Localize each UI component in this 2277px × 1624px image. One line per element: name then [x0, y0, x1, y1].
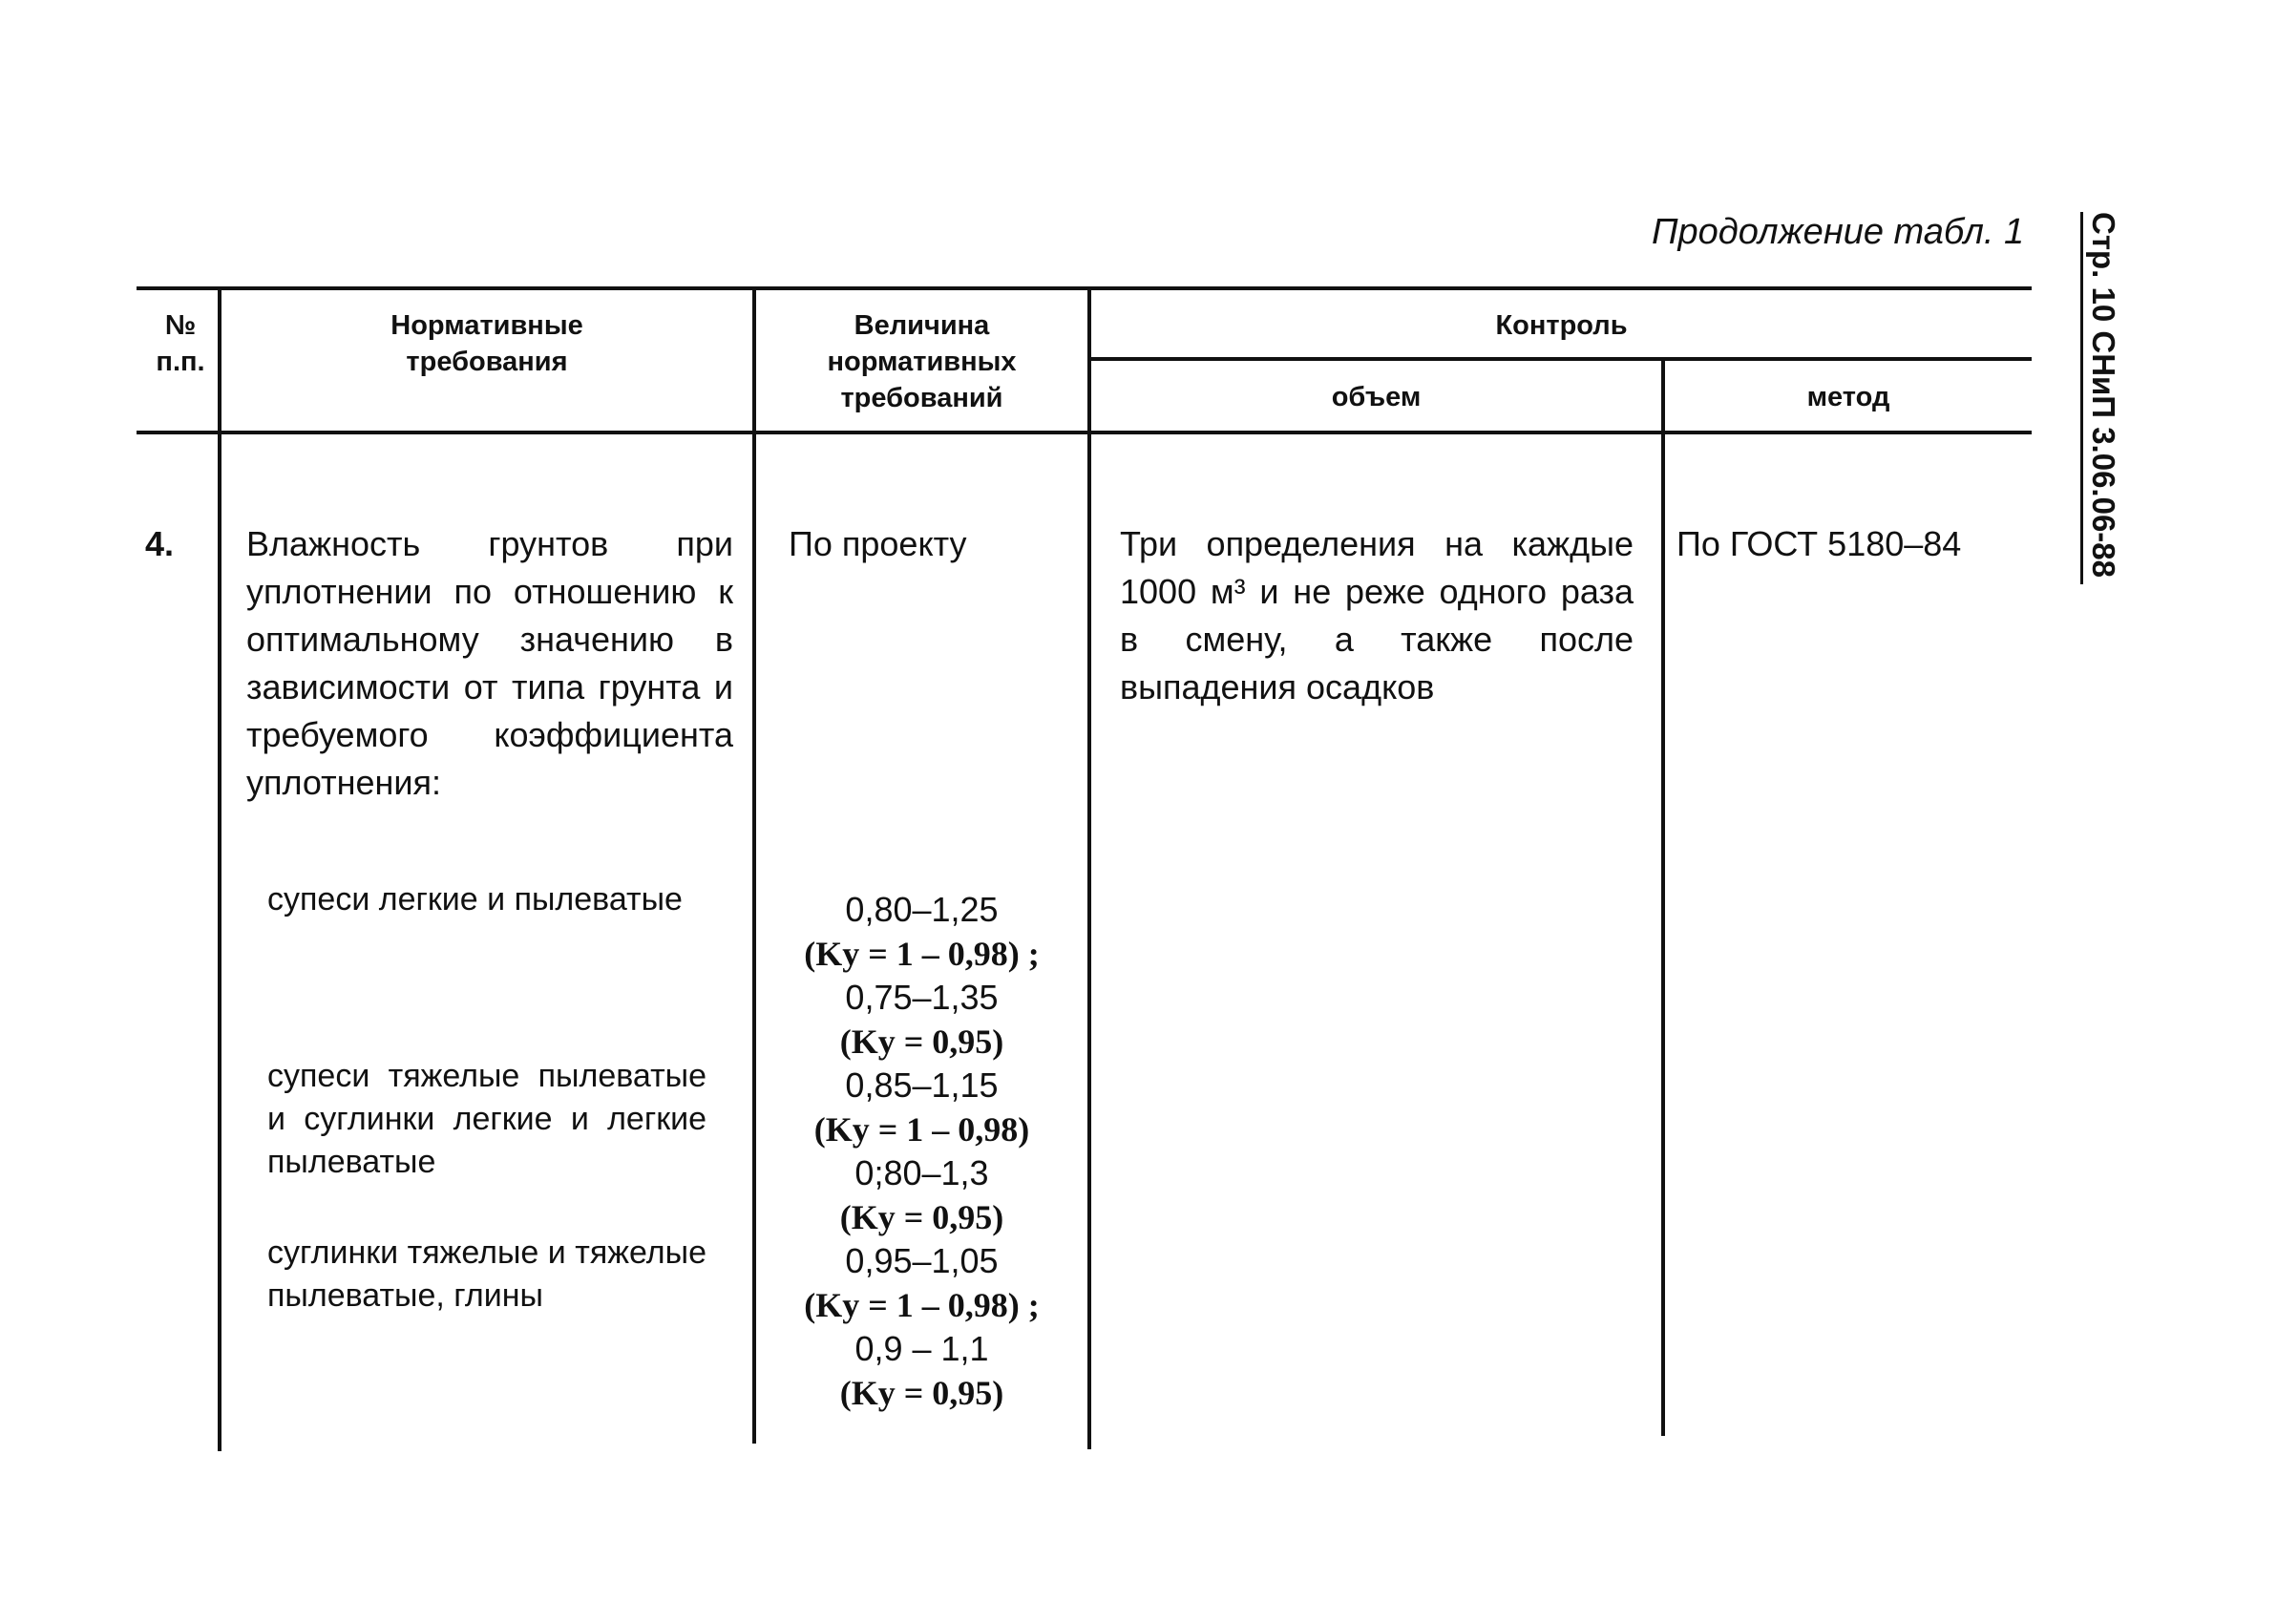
header-volume: объем [1331, 382, 1422, 412]
table-caption: Продолжение табл. 1 [1652, 212, 2025, 252]
column-divider-4 [1661, 359, 1665, 1436]
subitem-values-2 [756, 1064, 1087, 1239]
row-method: По ГОСТ 5180–84 [1676, 524, 1962, 563]
subitem-label-2: супеси тяжелые пылеватые и суглинки легкие и легкие пылеватые [267, 1058, 706, 1180]
page-side-title: Стр. 10 СНиП 3.06.06-88 [2080, 212, 2121, 584]
row-requirement: Влажность грунтов при уплотнении по отношению к оптимальному значению в зависимости от типа грунта и требуемого коэффициента уплотнения: [246, 524, 733, 802]
coefficient-formula: (Kу = 1 – 0,98) [813, 1110, 1030, 1149]
coefficient-formula: (Kу = 0,95) [839, 1198, 1004, 1236]
row-value: По проекту [789, 524, 967, 563]
value-range: 0,9 – 1,1 [854, 1329, 989, 1368]
row-volume-text: Три определения на каждые 1000 м³ и не реже одного раза в смену, а также после выпадения осадков [1120, 524, 1634, 707]
subitem-label-3: суглинки тяжелые и тяжелые пылеватые, глины [267, 1234, 706, 1314]
header-method: метод [1806, 382, 1890, 412]
header-value: Величина нормативных требований [827, 310, 1017, 413]
control-header-rule [1091, 357, 2032, 361]
column-divider-3 [1087, 286, 1091, 1449]
row-number: 4. [145, 524, 175, 563]
table-top-rule [137, 286, 2032, 290]
header-control: Контроль [1495, 310, 1628, 341]
value-range: 0,95–1,05 [845, 1241, 999, 1280]
subitem-values-1 [756, 888, 1087, 1064]
column-divider-1 [218, 286, 221, 1451]
coefficient-formula: (Kу = 0,95) [839, 1374, 1004, 1412]
value-range: 0,85–1,15 [845, 1065, 999, 1105]
subitem-values-3 [756, 1239, 1087, 1415]
coefficient-formula: (Kу = 0,95) [839, 1023, 1004, 1061]
value-range: 0,75–1,35 [845, 978, 999, 1017]
subitem-label-1: супеси легкие и пылеватые [267, 881, 683, 917]
header-requirements: Нормативные требования [390, 310, 583, 377]
coefficient-formula: (Kу = 1 – 0,98) ; [804, 935, 1040, 973]
value-range: 0;80–1,3 [854, 1153, 989, 1192]
value-range: 0,80–1,25 [845, 890, 999, 929]
row-volume [1120, 520, 1634, 711]
coefficient-formula: (Kу = 1 – 0,98) ; [804, 1286, 1040, 1324]
header-number: № п.п. [156, 310, 205, 377]
header-bottom-rule [137, 431, 2032, 434]
